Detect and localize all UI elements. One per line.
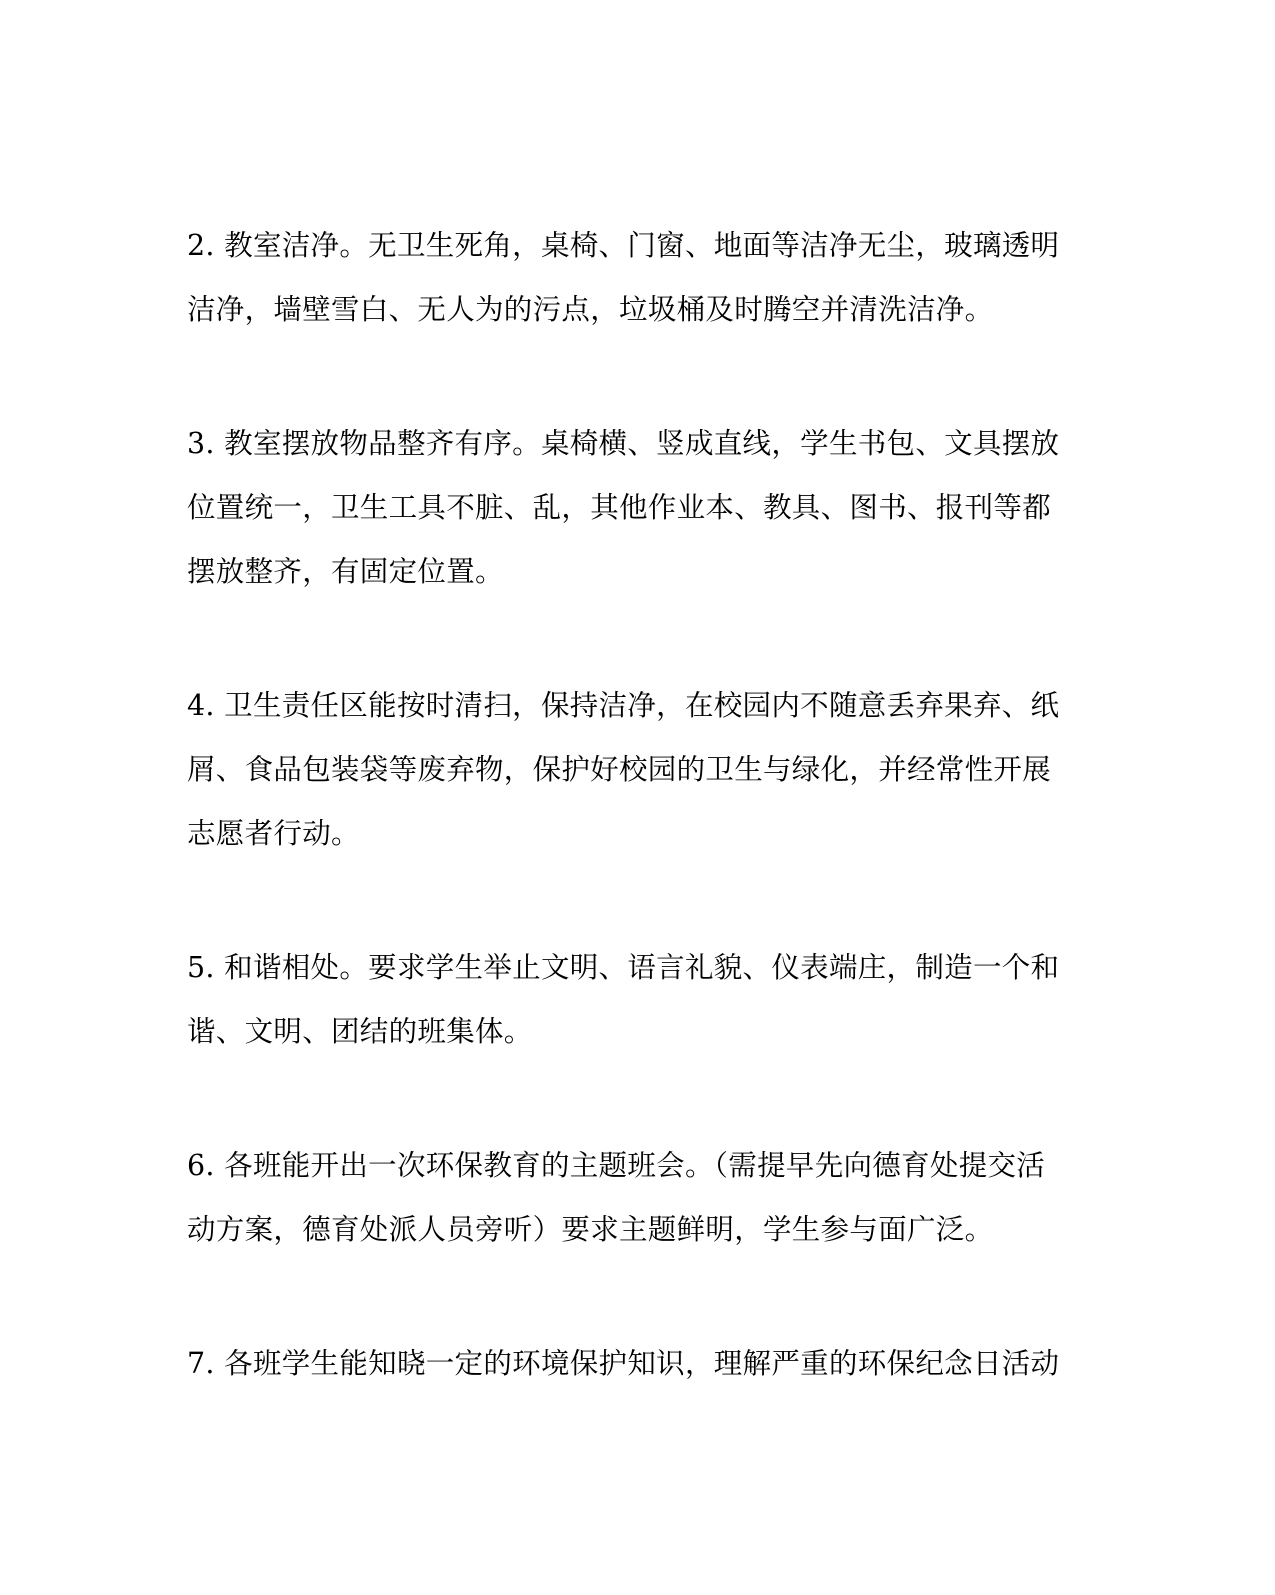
paragraph-item-6 bbox=[187, 1134, 1057, 1262]
paragraph-line: 志愿者行动。 bbox=[187, 817, 360, 850]
paragraph-item-2 bbox=[187, 214, 1060, 342]
paragraph-line: 位置统一，卫生工具不脏、乱，其他作业本、教具、图书、报刊等都 bbox=[187, 491, 1052, 524]
paragraph-line: 摆放整齐，有固定位置。 bbox=[187, 555, 504, 588]
paragraph-item-4 bbox=[187, 674, 1060, 866]
paragraph-line: 5. 和谐相处。要求学生举止文明、语言礼貌、仪表端庄，制造一个和 bbox=[187, 951, 1060, 984]
paragraph-line: 6. 各班能开出一次环保教育的主题班会。（需提早先向德育处提交活 bbox=[187, 1149, 1046, 1182]
paragraph-line: 屑、食品包装袋等废弃物，保护好校园的卫生与绿化，并经常性开展 bbox=[187, 753, 1052, 786]
paragraph-item-3 bbox=[187, 412, 1060, 604]
paragraph-line: 7. 各班学生能知晓一定的环境保护知识，理解严重的环保纪念日活动 bbox=[187, 1347, 1060, 1380]
document-body bbox=[187, 214, 1060, 1466]
paragraph-line: 洁净，墙壁雪白、无人为的污点，垃圾桶及时腾空并清洗洁净。 bbox=[187, 293, 994, 326]
paragraph-item-7 bbox=[187, 1332, 1060, 1396]
paragraph-line: 谐、文明、团结的班集体。 bbox=[187, 1015, 533, 1048]
paragraph-line: 动方案，德育处派人员旁听）要求主题鲜明，学生参与面广泛。 bbox=[187, 1213, 994, 1246]
paragraph-line: 3. 教室摆放物品整齐有序。桌椅横、竖成直线，学生书包、文具摆放 bbox=[187, 427, 1060, 460]
paragraph-line: 2. 教室洁净。无卫生死角，桌椅、门窗、地面等洁净无尘，玻璃透明 bbox=[187, 229, 1060, 262]
paragraph-line: 4. 卫生责任区能按时清扫，保持洁净，在校园内不随意丢弃果弃、纸 bbox=[187, 689, 1060, 722]
paragraph-item-5 bbox=[187, 936, 1060, 1064]
